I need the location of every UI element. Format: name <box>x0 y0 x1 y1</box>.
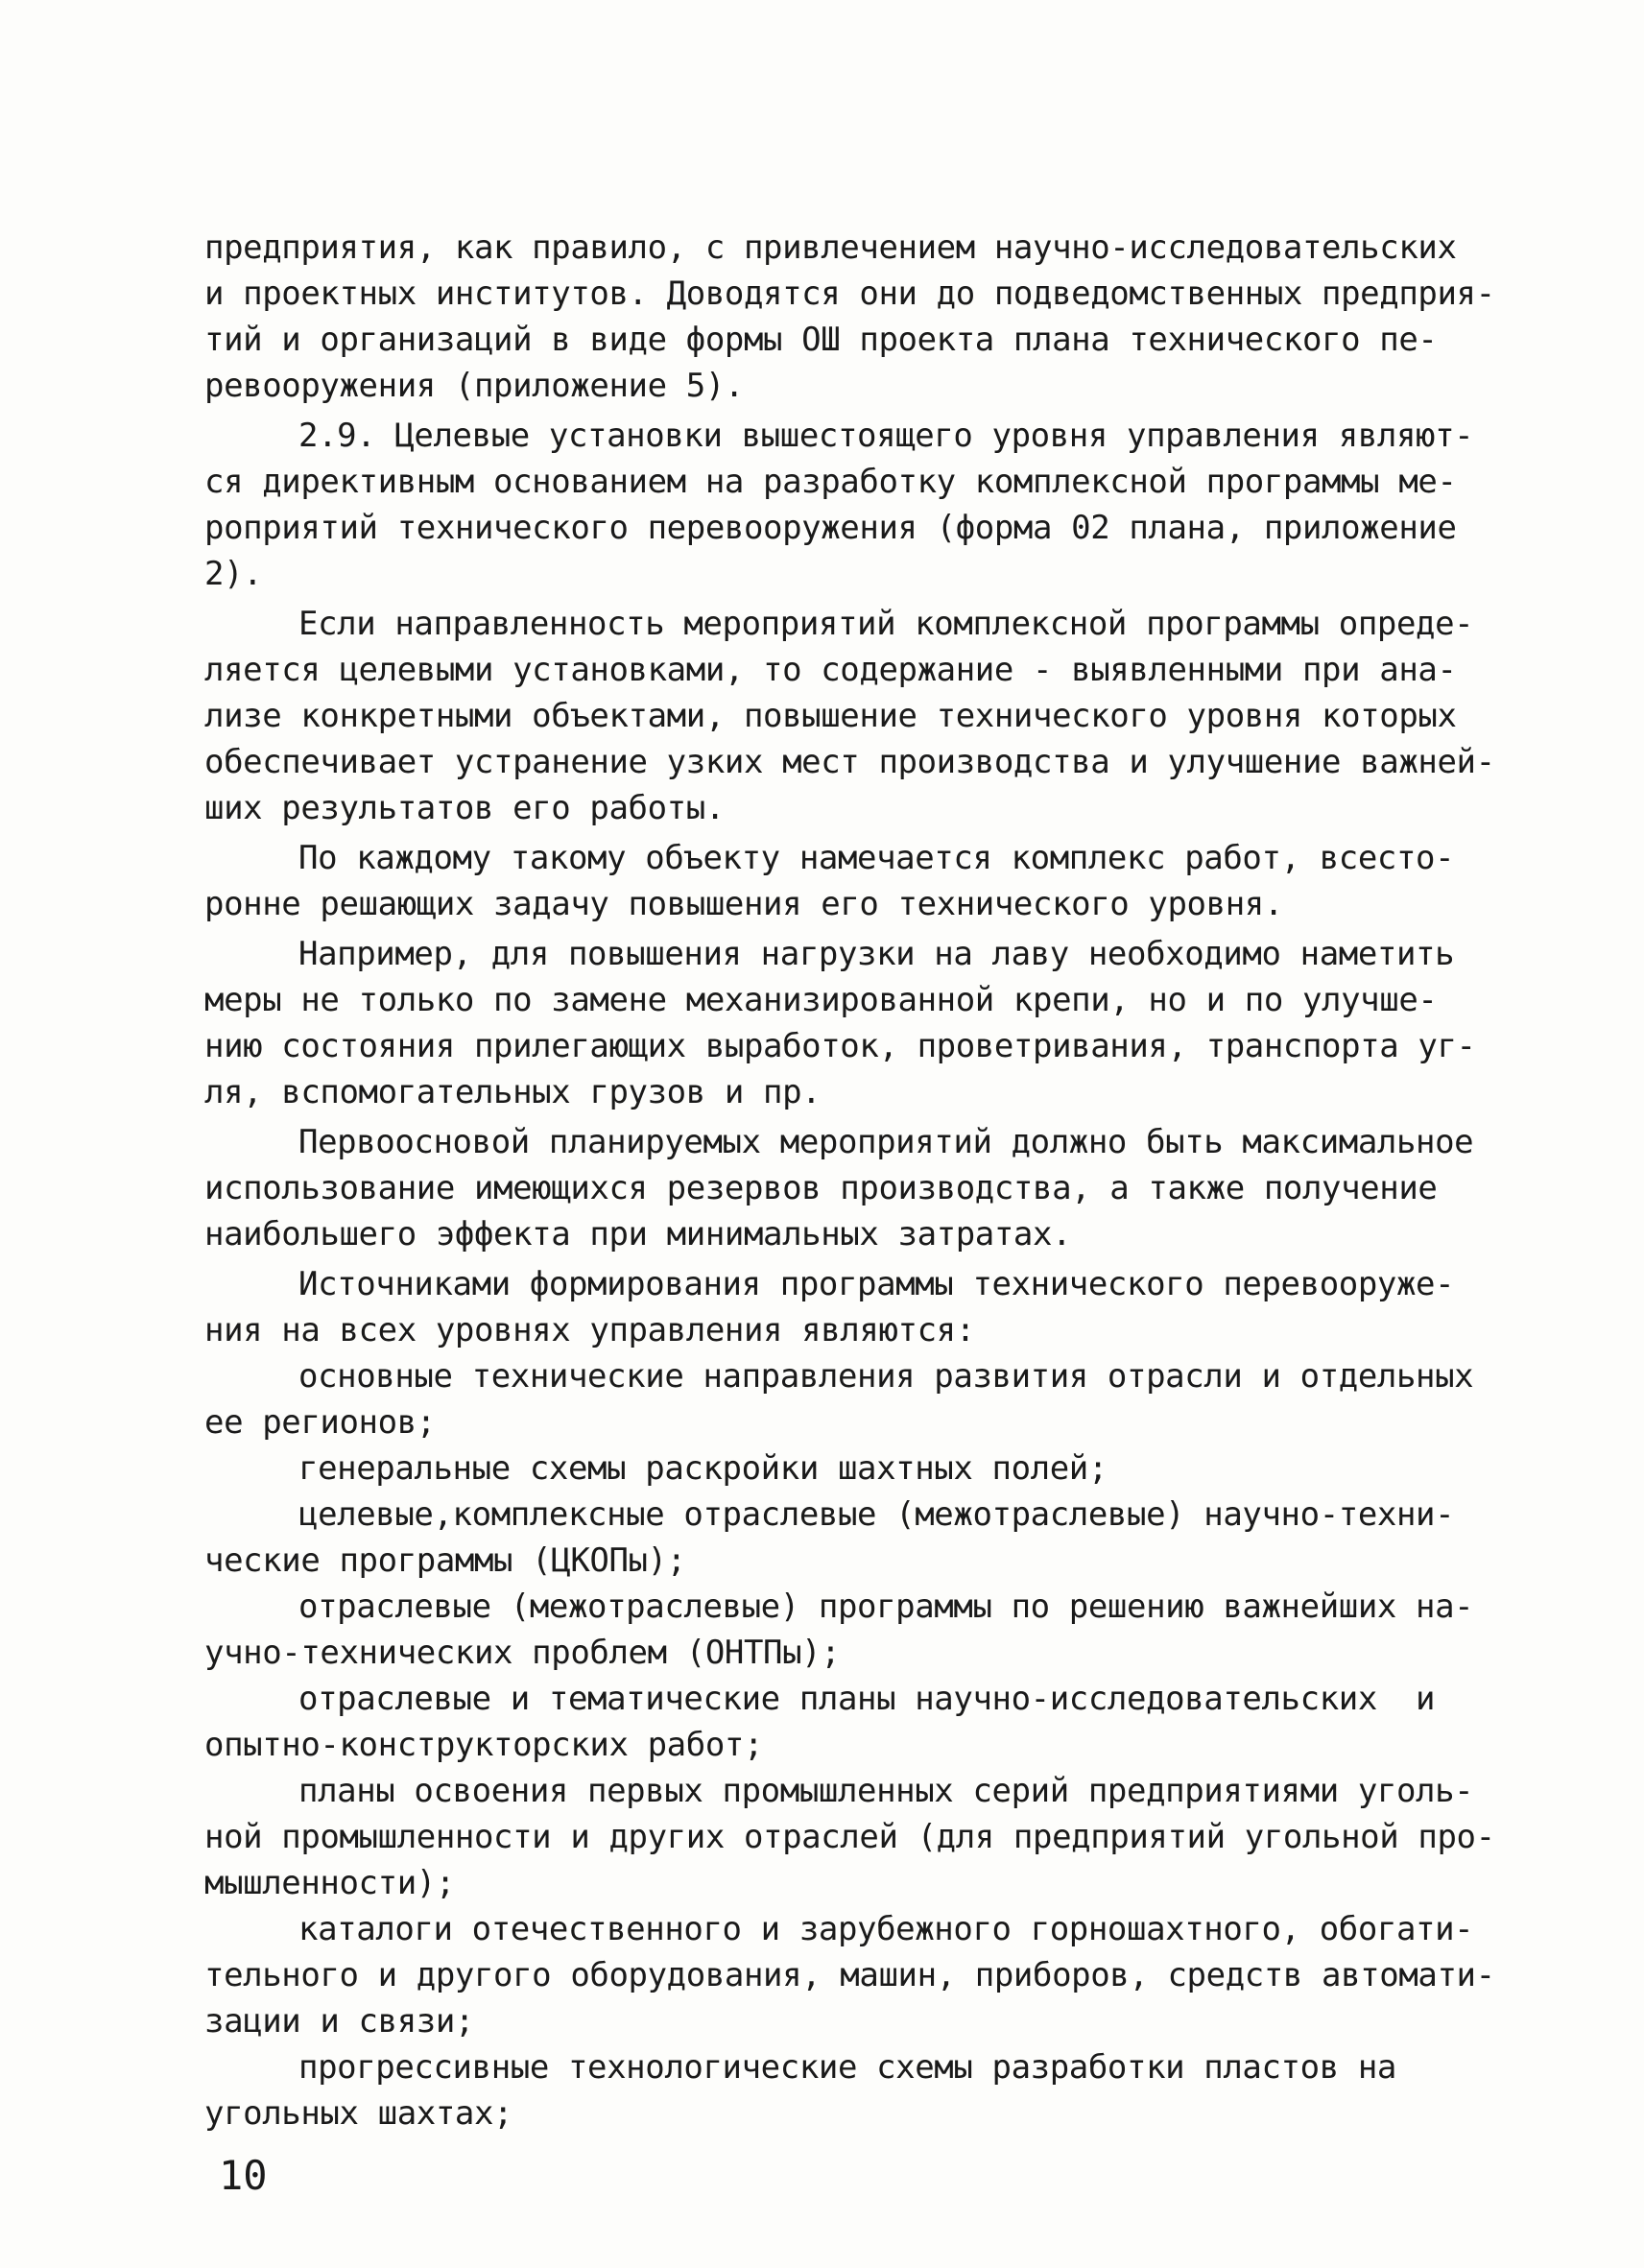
text-line: предприятия, как правило, с привлечением научно-исследовательских <box>204 228 1457 267</box>
text-line: ной промышленности и других отраслей (для предприятий угольной про- <box>204 1818 1495 1856</box>
text-line: ронне решающих задачу повышения его технического уровня. <box>204 885 1283 923</box>
text-line: отраслевые (межотраслевые) программы по решению важнейших на- <box>298 1588 1474 1626</box>
text-line: тий и организаций в виде формы ОШ проекта плана технического пе- <box>204 321 1438 359</box>
text-line: роприятий технического перевооружения (форма 02 плана, приложение <box>204 509 1457 547</box>
text-line: опытно-конструкторских работ; <box>204 1726 764 1764</box>
page-number: 10 <box>219 2152 268 2199</box>
text-line: учно-технических проблем (ОНТПы); <box>204 1634 841 1672</box>
text-line: ческие программы (ЦКОПы); <box>204 1541 686 1580</box>
text-line: ля, вспомогательных грузов и пр. <box>204 1073 822 1111</box>
text-line: Если направленность мероприятий комплексной программы опреде- <box>298 605 1474 643</box>
text-line: ния на всех уровнях управления являются: <box>204 1311 975 1349</box>
text-line: планы освоения первых промышленных серий предприятиями уголь- <box>298 1772 1474 1810</box>
text-line: ляется целевыми установками, то содержание - выявленными при ана- <box>204 651 1457 689</box>
text-line: ее регионов; <box>204 1403 436 1442</box>
text-line: тельного и другого оборудования, машин, приборов, средств автомати- <box>204 1956 1495 1994</box>
text-line: мышленности); <box>204 1864 455 1902</box>
text-line: угольных шахтах; <box>204 2094 513 2133</box>
text-line: отраслевые и тематические планы научно-исследовательских и <box>298 1680 1436 1718</box>
text-line: лизе конкретными объектами, повышение технического уровня которых <box>204 697 1457 735</box>
text-line: и проектных институтов. Доводятся они до подведомственных предприя- <box>204 275 1495 313</box>
text-line: 2.9. Целевые установки вышестоящего уровня управления являют- <box>298 417 1474 455</box>
text-line: наибольшего эффекта при минимальных затратах. <box>204 1215 1072 1253</box>
text-line: Источниками формирования программы технического перевооруже- <box>298 1265 1455 1303</box>
text-line: нию состояния прилегающих выработок, проветривания, транспорта уг- <box>204 1027 1476 1065</box>
text-line: прогрессивные технологические схемы разработки пластов на <box>298 2048 1396 2087</box>
text-line: целевые,комплексные отраслевые (межотраслевые) научно-техни- <box>298 1495 1455 1534</box>
text-line: ших результатов его работы. <box>204 789 725 827</box>
text-line: использование имеющихся резервов производства, а также получение <box>204 1169 1438 1207</box>
text-line: ревооружения (приложение 5). <box>204 367 744 405</box>
text-line: Например, для повышения нагрузки на лаву необходимо наметить <box>298 935 1455 973</box>
body-text <box>204 225 1495 2137</box>
text-line: меры не только по замене механизированной крепи, но и по улучше- <box>204 981 1438 1019</box>
text-line: 2). <box>204 555 263 593</box>
text-line: генеральные схемы раскройки шахтных полей; <box>298 1449 1108 1488</box>
text-line: обеспечивает устранение узких мест производства и улучшение важней- <box>204 743 1495 781</box>
text-line: каталоги отечественного и зарубежного горношахтного, обогати- <box>298 1910 1474 1948</box>
text-line: зации и связи; <box>204 2002 474 2041</box>
text-line: По каждому такому объекту намечается комплекс работ, всесто- <box>298 839 1455 877</box>
text-line: основные технические направления развития отрасли и отдельных <box>298 1357 1474 1396</box>
text-line: Первоосновой планируемых мероприятий должно быть максимальное <box>298 1123 1474 1161</box>
text-line: ся директивным основанием на разработку комплексной программы ме- <box>204 463 1457 501</box>
